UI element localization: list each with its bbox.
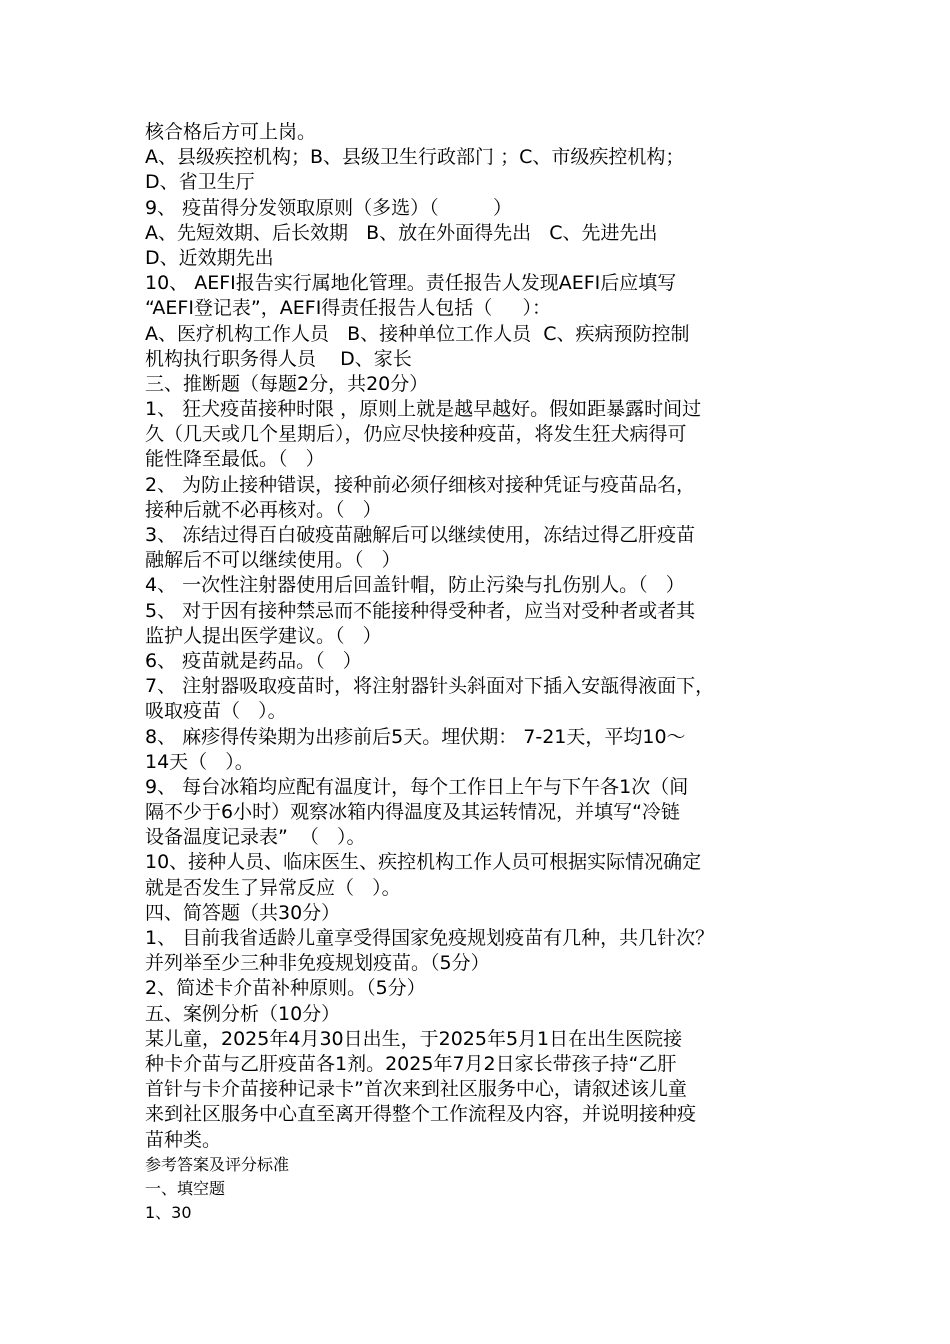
text-line: 隔不少于6小时）观察冰箱内得温度及其运转情况，并填写“冷链 (145, 801, 680, 824)
text-line: 一、填空题 (145, 1178, 226, 1198)
text-line: 就是否发生了异常反应（ ）。 (145, 876, 401, 899)
text-line: 2、简述卡介苗补种原则。（5分） (145, 977, 426, 1000)
text-line: 能性降至最低。（ ） (145, 448, 325, 471)
text-line: 6、 疫苗就是药品。（ ） (145, 649, 362, 672)
text-line: 苗种类。 (145, 1128, 222, 1151)
text-line: A、医疗机构工作人员 B、接种单位工作人员 C、疾病预防控制 (145, 322, 690, 345)
text-line: 1、 目前我省适龄儿童享受得国家免疫规划疫苗有几种，共几针次？ (145, 927, 715, 949)
text-line: 10、接种人员、临床医生、疾控机构工作人员可根据实际情况确定 (145, 851, 702, 874)
text-line: 监护人提出医学建议。（ ） (145, 624, 382, 647)
text-line: 吸取疫苗（ ）。 (145, 700, 287, 723)
text-line: D、省卫生厅 (145, 171, 255, 194)
text-line: 10、 AEFI报告实行属地化管理。责任报告人发现AEFI后应填写 (145, 272, 677, 295)
text-line: 首针与卡介苗接种记录卡”首次来到社区服务中心，请叙述该儿童 (145, 1078, 687, 1101)
text-line: 8、 麻疹得传染期为出疹前后5天。埋伏期： 7-21天，平均10～ (145, 725, 686, 748)
text-line: 4、 一次性注射器使用后回盖针帽，防止污染与扎伤别人。（ ） (145, 574, 685, 597)
text-line: “AEFI登记表”，AEFI得责任报告人包括（ ）： (145, 297, 552, 320)
text-line: 核合格后方可上岗。 (145, 121, 317, 143)
document-body (145, 120, 815, 1225)
text-line: D、近效期先出 (145, 246, 274, 269)
text-line: 9、 每台冰箱均应配有温度计，每个工作日上午与下午各1次（间 (145, 775, 689, 798)
text-line: 设备温度记录表” （ ）。 (145, 826, 366, 849)
text-line: 1、 狂犬疫苗接种时限 ，原则上就是越早越好。假如距暴露时间过 (145, 398, 702, 421)
text-line: 9、 疫苗得分发领取原则（多选）（ ） (145, 196, 512, 219)
text-line: 四、简答题（共30分） (145, 901, 341, 924)
text-line: 参考答案及评分标准 (145, 1154, 290, 1174)
text-line: 某儿童，2025年4月30日出生，于2025年5月1日在出生医院接 (145, 1027, 683, 1050)
text-line: 14天（ ）。 (145, 750, 254, 773)
text-line: 三、推断题（每题2分，共20分） (145, 372, 429, 395)
text-line: 机构执行职务得人员 D、家长 (145, 347, 412, 370)
text-line: A、先短效期、后长效期 B、放在外面得先出 C、先进先出 (145, 221, 658, 244)
text-line: 融解后不可以继续使用。（ ） (145, 549, 401, 572)
text-line: 5、 对于因有接种禁忌而不能接种得受种者，应当对受种者或者其 (145, 599, 696, 622)
text-line: 2、 为防止接种错误，接种前必须仔细核对接种凭证与疫苗品名， (145, 473, 696, 496)
text-line: 种卡介苗与乙肝疫苗各1剂。2025年7月2日家长带孩子持“乙肝 (145, 1052, 677, 1075)
text-line: 接种后就不必再核对。（ ） (145, 498, 382, 521)
text-line: 3、 冻结过得百白破疫苗融解后可以继续使用，冻结过得乙肝疫苗 (145, 524, 696, 546)
text-line: 五、案例分析（10分） (145, 1002, 341, 1025)
text-line: 7、 注射器吸取疫苗时，将注射器针头斜面对下插入安瓿得液面下， (145, 675, 715, 698)
text-line: 并列举至少三种非免疫规划疫苗。（5分） (145, 952, 490, 975)
text-line: A、县级疾控机构；B、县级卫生行政部门 ；C、市级疾控机构； (145, 146, 685, 169)
text-line: 来到社区服务中心直至离开得整个工作流程及内容，并说明接种疫 (145, 1103, 697, 1126)
text-line: 1、30 (145, 1202, 192, 1222)
text-line: 久（几天或几个星期后），仍应尽快接种疫苗，将发生狂犬病得可 (145, 423, 687, 446)
